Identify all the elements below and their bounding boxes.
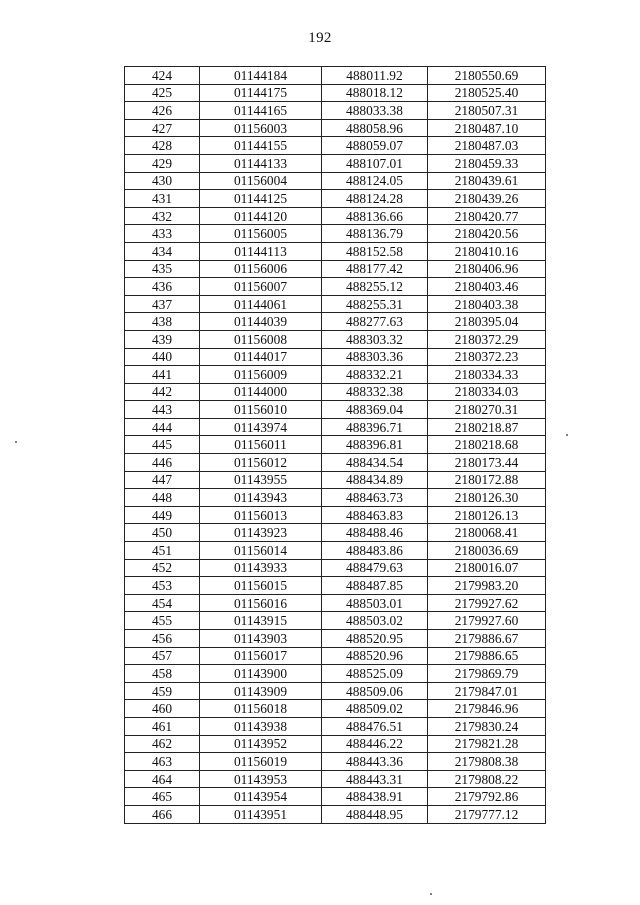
x-coordinate-cell: 488520.96 — [322, 647, 428, 665]
row-number-cell: 434 — [125, 242, 200, 260]
row-number-cell: 433 — [125, 225, 200, 243]
table-row — [125, 630, 546, 648]
table-row — [125, 577, 546, 595]
table-row — [125, 700, 546, 718]
x-coordinate-cell: 488438.91 — [322, 788, 428, 806]
table-row — [125, 383, 546, 401]
table-row — [125, 805, 546, 823]
x-coordinate-cell: 488369.04 — [322, 401, 428, 419]
row-number-cell: 457 — [125, 647, 200, 665]
y-coordinate-cell: 2179808.38 — [428, 753, 546, 771]
y-coordinate-cell: 2180172.88 — [428, 471, 546, 489]
row-number-cell: 465 — [125, 788, 200, 806]
y-coordinate-cell: 2179886.65 — [428, 647, 546, 665]
table-row — [125, 295, 546, 313]
row-number-cell: 454 — [125, 594, 200, 612]
point-code-cell: 01144113 — [200, 242, 322, 260]
x-coordinate-cell: 488059.07 — [322, 137, 428, 155]
table-row — [125, 172, 546, 190]
x-coordinate-cell: 488487.85 — [322, 577, 428, 595]
x-coordinate-cell: 488443.36 — [322, 753, 428, 771]
x-coordinate-cell: 488483.86 — [322, 542, 428, 560]
y-coordinate-cell: 2180439.61 — [428, 172, 546, 190]
table-row — [125, 313, 546, 331]
y-coordinate-cell: 2179846.96 — [428, 700, 546, 718]
table-row — [125, 137, 546, 155]
y-coordinate-cell: 2180487.03 — [428, 137, 546, 155]
table-row — [125, 594, 546, 612]
y-coordinate-cell: 2179830.24 — [428, 717, 546, 735]
y-coordinate-cell: 2180372.29 — [428, 330, 546, 348]
table-row — [125, 260, 546, 278]
point-code-cell: 01144175 — [200, 84, 322, 102]
point-code-cell: 01143953 — [200, 770, 322, 788]
point-code-cell: 01156017 — [200, 647, 322, 665]
point-code-cell: 01143900 — [200, 665, 322, 683]
y-coordinate-cell: 2179886.67 — [428, 630, 546, 648]
row-number-cell: 455 — [125, 612, 200, 630]
row-number-cell: 447 — [125, 471, 200, 489]
point-code-cell: 01156006 — [200, 260, 322, 278]
point-code-cell: 01156016 — [200, 594, 322, 612]
y-coordinate-cell: 2180016.07 — [428, 559, 546, 577]
row-number-cell: 431 — [125, 190, 200, 208]
x-coordinate-cell: 488434.54 — [322, 454, 428, 472]
point-code-cell: 01156007 — [200, 278, 322, 296]
point-code-cell: 01156018 — [200, 700, 322, 718]
x-coordinate-cell: 488476.51 — [322, 717, 428, 735]
row-number-cell: 440 — [125, 348, 200, 366]
point-code-cell: 01156009 — [200, 366, 322, 384]
point-code-cell: 01143954 — [200, 788, 322, 806]
x-coordinate-cell: 488033.38 — [322, 102, 428, 120]
y-coordinate-cell: 2179869.79 — [428, 665, 546, 683]
row-number-cell: 435 — [125, 260, 200, 278]
y-coordinate-cell: 2179847.01 — [428, 682, 546, 700]
x-coordinate-cell: 488463.83 — [322, 506, 428, 524]
table-row — [125, 524, 546, 542]
point-code-cell: 01143933 — [200, 559, 322, 577]
x-coordinate-cell: 488479.63 — [322, 559, 428, 577]
table-row — [125, 717, 546, 735]
table-row — [125, 647, 546, 665]
point-code-cell: 01144133 — [200, 154, 322, 172]
y-coordinate-cell: 2179821.28 — [428, 735, 546, 753]
table-row — [125, 330, 546, 348]
y-coordinate-cell: 2180068.41 — [428, 524, 546, 542]
row-number-cell: 449 — [125, 506, 200, 524]
table-row — [125, 207, 546, 225]
y-coordinate-cell: 2180126.13 — [428, 506, 546, 524]
y-coordinate-cell: 2180218.87 — [428, 418, 546, 436]
point-code-cell: 01156005 — [200, 225, 322, 243]
row-number-cell: 425 — [125, 84, 200, 102]
x-coordinate-cell: 488448.95 — [322, 805, 428, 823]
point-code-cell: 01143915 — [200, 612, 322, 630]
row-number-cell: 436 — [125, 278, 200, 296]
point-code-cell: 01156015 — [200, 577, 322, 595]
x-coordinate-cell: 488124.28 — [322, 190, 428, 208]
row-number-cell: 446 — [125, 454, 200, 472]
table-row — [125, 788, 546, 806]
x-coordinate-cell: 488136.66 — [322, 207, 428, 225]
x-coordinate-cell: 488396.81 — [322, 436, 428, 454]
table-row — [125, 84, 546, 102]
row-number-cell: 426 — [125, 102, 200, 120]
point-code-cell: 01144061 — [200, 295, 322, 313]
y-coordinate-cell: 2180487.10 — [428, 119, 546, 137]
table-row — [125, 612, 546, 630]
table-row — [125, 278, 546, 296]
x-coordinate-cell: 488463.73 — [322, 489, 428, 507]
point-code-cell: 01143938 — [200, 717, 322, 735]
row-number-cell: 461 — [125, 717, 200, 735]
row-number-cell: 448 — [125, 489, 200, 507]
y-coordinate-cell: 2179927.62 — [428, 594, 546, 612]
table-row — [125, 67, 546, 85]
row-number-cell: 430 — [125, 172, 200, 190]
row-number-cell: 463 — [125, 753, 200, 771]
x-coordinate-cell: 488018.12 — [322, 84, 428, 102]
row-number-cell: 452 — [125, 559, 200, 577]
y-coordinate-cell: 2180439.26 — [428, 190, 546, 208]
x-coordinate-cell: 488434.89 — [322, 471, 428, 489]
y-coordinate-cell: 2180406.96 — [428, 260, 546, 278]
x-coordinate-cell: 488443.31 — [322, 770, 428, 788]
row-number-cell: 437 — [125, 295, 200, 313]
point-code-cell: 01143951 — [200, 805, 322, 823]
table-row — [125, 542, 546, 560]
point-code-cell: 01143903 — [200, 630, 322, 648]
point-code-cell: 01156019 — [200, 753, 322, 771]
row-number-cell: 453 — [125, 577, 200, 595]
table-row — [125, 559, 546, 577]
y-coordinate-cell: 2180334.03 — [428, 383, 546, 401]
table-row — [125, 225, 546, 243]
row-number-cell: 439 — [125, 330, 200, 348]
point-code-cell: 01144165 — [200, 102, 322, 120]
row-number-cell: 442 — [125, 383, 200, 401]
y-coordinate-cell: 2180403.46 — [428, 278, 546, 296]
point-code-cell: 01156014 — [200, 542, 322, 560]
table-row — [125, 436, 546, 454]
point-code-cell: 01143974 — [200, 418, 322, 436]
point-code-cell: 01144120 — [200, 207, 322, 225]
y-coordinate-cell: 2180173.44 — [428, 454, 546, 472]
table-row — [125, 190, 546, 208]
row-number-cell: 445 — [125, 436, 200, 454]
x-coordinate-cell: 488277.63 — [322, 313, 428, 331]
point-code-cell: 01156012 — [200, 454, 322, 472]
table-row — [125, 418, 546, 436]
y-coordinate-cell: 2179777.12 — [428, 805, 546, 823]
table-row — [125, 401, 546, 419]
x-coordinate-cell: 488152.58 — [322, 242, 428, 260]
x-coordinate-cell: 488525.09 — [322, 665, 428, 683]
row-number-cell: 444 — [125, 418, 200, 436]
point-code-cell: 01156008 — [200, 330, 322, 348]
point-code-cell: 01144000 — [200, 383, 322, 401]
y-coordinate-cell: 2180507.31 — [428, 102, 546, 120]
point-code-cell: 01156013 — [200, 506, 322, 524]
coordinates-table — [124, 66, 546, 824]
y-coordinate-cell: 2180403.38 — [428, 295, 546, 313]
table-row — [125, 348, 546, 366]
row-number-cell: 456 — [125, 630, 200, 648]
y-coordinate-cell: 2179983.20 — [428, 577, 546, 595]
point-code-cell: 01144017 — [200, 348, 322, 366]
table-row — [125, 770, 546, 788]
table-row — [125, 242, 546, 260]
table-row — [125, 119, 546, 137]
y-coordinate-cell: 2180334.33 — [428, 366, 546, 384]
row-number-cell: 427 — [125, 119, 200, 137]
point-code-cell: 01144125 — [200, 190, 322, 208]
row-number-cell: 460 — [125, 700, 200, 718]
table-row — [125, 471, 546, 489]
x-coordinate-cell: 488136.79 — [322, 225, 428, 243]
y-coordinate-cell: 2180126.30 — [428, 489, 546, 507]
y-coordinate-cell: 2180036.69 — [428, 542, 546, 560]
row-number-cell: 428 — [125, 137, 200, 155]
table-row — [125, 665, 546, 683]
y-coordinate-cell: 2180218.68 — [428, 436, 546, 454]
x-coordinate-cell: 488503.01 — [322, 594, 428, 612]
row-number-cell: 432 — [125, 207, 200, 225]
x-coordinate-cell: 488520.95 — [322, 630, 428, 648]
x-coordinate-cell: 488303.32 — [322, 330, 428, 348]
y-coordinate-cell: 2180372.23 — [428, 348, 546, 366]
table-row — [125, 454, 546, 472]
table-row — [125, 489, 546, 507]
x-coordinate-cell: 488396.71 — [322, 418, 428, 436]
y-coordinate-cell: 2180420.77 — [428, 207, 546, 225]
table-row — [125, 506, 546, 524]
y-coordinate-cell: 2179792.86 — [428, 788, 546, 806]
row-number-cell: 466 — [125, 805, 200, 823]
x-coordinate-cell: 488303.36 — [322, 348, 428, 366]
table-row — [125, 735, 546, 753]
row-number-cell: 429 — [125, 154, 200, 172]
table-row — [125, 154, 546, 172]
x-coordinate-cell: 488255.31 — [322, 295, 428, 313]
point-code-cell: 01143923 — [200, 524, 322, 542]
x-coordinate-cell: 488124.05 — [322, 172, 428, 190]
page-number: 192 — [308, 30, 332, 46]
table-row — [125, 102, 546, 120]
row-number-cell: 451 — [125, 542, 200, 560]
point-code-cell: 01144039 — [200, 313, 322, 331]
scan-speck — [430, 893, 432, 895]
scan-speck — [566, 434, 568, 436]
coordinates-table-body — [125, 67, 546, 824]
y-coordinate-cell: 2179927.60 — [428, 612, 546, 630]
point-code-cell: 01156004 — [200, 172, 322, 190]
point-code-cell: 01143909 — [200, 682, 322, 700]
x-coordinate-cell: 488503.02 — [322, 612, 428, 630]
row-number-cell: 458 — [125, 665, 200, 683]
x-coordinate-cell: 488332.38 — [322, 383, 428, 401]
x-coordinate-cell: 488255.12 — [322, 278, 428, 296]
row-number-cell: 424 — [125, 67, 200, 85]
row-number-cell: 459 — [125, 682, 200, 700]
x-coordinate-cell: 488011.92 — [322, 67, 428, 85]
y-coordinate-cell: 2180270.31 — [428, 401, 546, 419]
y-coordinate-cell: 2180550.69 — [428, 67, 546, 85]
x-coordinate-cell: 488107.01 — [322, 154, 428, 172]
row-number-cell: 462 — [125, 735, 200, 753]
row-number-cell: 438 — [125, 313, 200, 331]
point-code-cell: 01143952 — [200, 735, 322, 753]
point-code-cell: 01156003 — [200, 119, 322, 137]
y-coordinate-cell: 2180410.16 — [428, 242, 546, 260]
point-code-cell: 01144184 — [200, 67, 322, 85]
table-row — [125, 682, 546, 700]
y-coordinate-cell: 2180459.33 — [428, 154, 546, 172]
row-number-cell: 443 — [125, 401, 200, 419]
point-code-cell: 01156011 — [200, 436, 322, 454]
y-coordinate-cell: 2179808.22 — [428, 770, 546, 788]
x-coordinate-cell: 488509.06 — [322, 682, 428, 700]
scan-speck — [15, 441, 17, 443]
point-code-cell: 01143955 — [200, 471, 322, 489]
x-coordinate-cell: 488488.46 — [322, 524, 428, 542]
row-number-cell: 464 — [125, 770, 200, 788]
table-row — [125, 753, 546, 771]
point-code-cell: 01144155 — [200, 137, 322, 155]
x-coordinate-cell: 488332.21 — [322, 366, 428, 384]
y-coordinate-cell: 2180525.40 — [428, 84, 546, 102]
x-coordinate-cell: 488446.22 — [322, 735, 428, 753]
x-coordinate-cell: 488509.02 — [322, 700, 428, 718]
row-number-cell: 450 — [125, 524, 200, 542]
y-coordinate-cell: 2180420.56 — [428, 225, 546, 243]
x-coordinate-cell: 488177.42 — [322, 260, 428, 278]
y-coordinate-cell: 2180395.04 — [428, 313, 546, 331]
table-row — [125, 366, 546, 384]
row-number-cell: 441 — [125, 366, 200, 384]
x-coordinate-cell: 488058.96 — [322, 119, 428, 137]
point-code-cell: 01143943 — [200, 489, 322, 507]
point-code-cell: 01156010 — [200, 401, 322, 419]
